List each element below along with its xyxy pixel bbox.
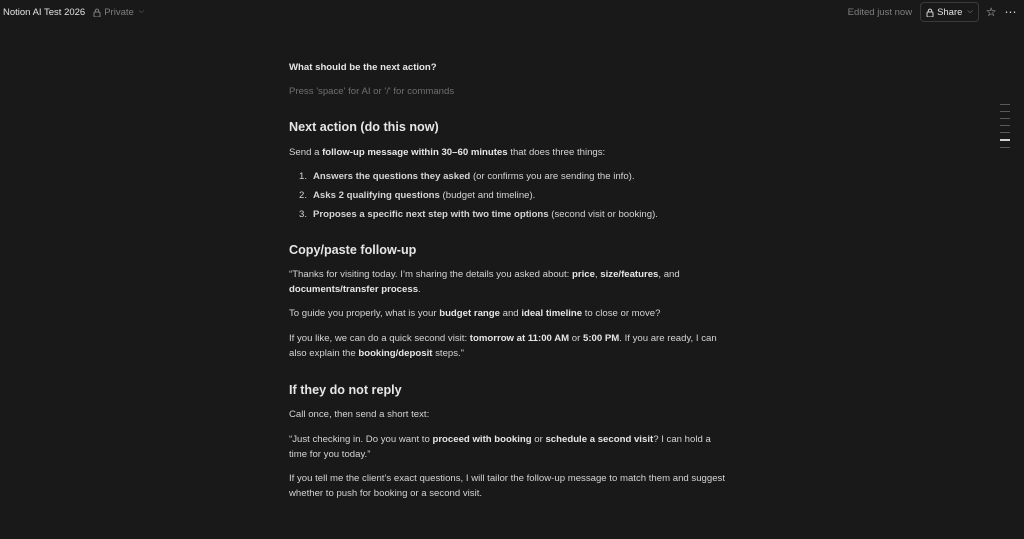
lock-icon: [926, 8, 934, 17]
question-text[interactable]: What should be the next action?: [289, 62, 437, 73]
bold-text: schedule a second visit: [545, 434, 654, 445]
chevron-down-icon: ⌵: [967, 8, 973, 15]
text: ,: [594, 269, 601, 280]
text: .: [418, 284, 421, 295]
bold-text: price: [571, 269, 595, 280]
bold-text: 5:00 PM: [583, 333, 620, 344]
text: If you like, we can do a quick second visit:: [289, 333, 470, 344]
text: and: [499, 308, 522, 319]
list-number: 1.: [298, 171, 307, 182]
list-item[interactable]: [289, 207, 729, 222]
heading-no-reply[interactable]: If they do not reply: [289, 383, 402, 397]
bold-text: documents/transfer process: [289, 284, 419, 295]
list-item[interactable]: [289, 188, 729, 203]
text: . If you are ready, I can also explain the: [289, 333, 717, 359]
lock-icon: [93, 8, 101, 17]
heading-copy-paste[interactable]: Copy/paste follow-up: [289, 243, 417, 257]
more-icon[interactable]: ⋯: [1004, 5, 1017, 19]
text: “Thanks for visiting today. I’m sharing the details you asked about:: [289, 269, 572, 280]
list-item[interactable]: [289, 169, 729, 184]
paragraph-tailor[interactable]: If you tell me the client’s exact questions, I will tailor the follow-up message to match them and suggest whether to push for booking or a second visit.: [289, 473, 726, 499]
text: to close or move?: [582, 308, 661, 319]
list-number: 3.: [298, 209, 307, 220]
bold-text: proceed with booking: [432, 434, 532, 445]
bold-text: booking/deposit: [358, 348, 433, 359]
right-toolbar: [848, 0, 1024, 24]
text: Send a: [289, 147, 323, 158]
heading-next-action[interactable]: Next action (do this now): [289, 120, 439, 134]
toc-line[interactable]: [1000, 111, 1010, 112]
text: “Just checking in. Do you want to: [289, 434, 433, 445]
page-title-breadcrumb[interactable]: Notion AI Test 2026: [3, 6, 86, 18]
share-label: Share: [937, 6, 963, 18]
share-button[interactable]: [920, 2, 979, 22]
text: or: [531, 434, 546, 445]
toc-line-active[interactable]: [1000, 139, 1010, 141]
bold-text: budget range: [439, 308, 500, 319]
privacy-selector[interactable]: [93, 7, 144, 18]
paragraph-second-visit[interactable]: [289, 331, 729, 361]
toc-line[interactable]: [1000, 104, 1010, 105]
bold-text: size/features: [600, 269, 659, 280]
bold-text: follow-up message within 30–60 minutes: [322, 147, 508, 158]
edited-status: Edited just now: [847, 6, 913, 18]
text: that does three things:: [507, 147, 606, 158]
empty-block-placeholder[interactable]: Press 'space' for AI or '/' for commands: [289, 86, 455, 97]
privacy-label: Private: [104, 6, 134, 18]
top-bar: [0, 0, 1024, 24]
text: , and: [658, 269, 680, 280]
bold-text: ideal timeline: [521, 308, 583, 319]
chevron-down-icon: ⌵: [138, 8, 145, 15]
text: (or confirms you are sending the info).: [470, 171, 635, 182]
paragraph-budget[interactable]: [289, 306, 729, 321]
toc-line[interactable]: [1000, 147, 1010, 148]
toc-line[interactable]: [1000, 118, 1010, 119]
list-number: 2.: [298, 190, 307, 201]
text: ? I can hold a time for you today.”: [289, 434, 711, 460]
bold-text: tomorrow at 11:00 AM: [469, 333, 570, 344]
text: (budget and timeline).: [439, 190, 536, 201]
text: steps.”: [432, 348, 464, 359]
text: (second visit or booking).: [548, 209, 658, 220]
text: or: [569, 333, 583, 344]
toc-line[interactable]: [1000, 132, 1010, 133]
paragraph-checking-in[interactable]: [289, 432, 729, 462]
paragraph-intro[interactable]: [289, 145, 729, 160]
bold-text: Answers the questions they asked: [313, 171, 471, 182]
paragraph-call-once[interactable]: Call once, then send a short text:: [289, 409, 430, 420]
text: To guide you properly, what is your: [289, 308, 440, 319]
toc-line[interactable]: [1000, 125, 1010, 126]
bold-text: Asks 2 qualifying questions: [313, 190, 440, 201]
bold-text: Proposes a specific next step with two time options: [313, 209, 549, 220]
table-of-contents-minimap[interactable]: [1000, 104, 1010, 148]
star-icon[interactable]: ☆: [985, 5, 997, 19]
paragraph-thanks[interactable]: [289, 267, 729, 297]
